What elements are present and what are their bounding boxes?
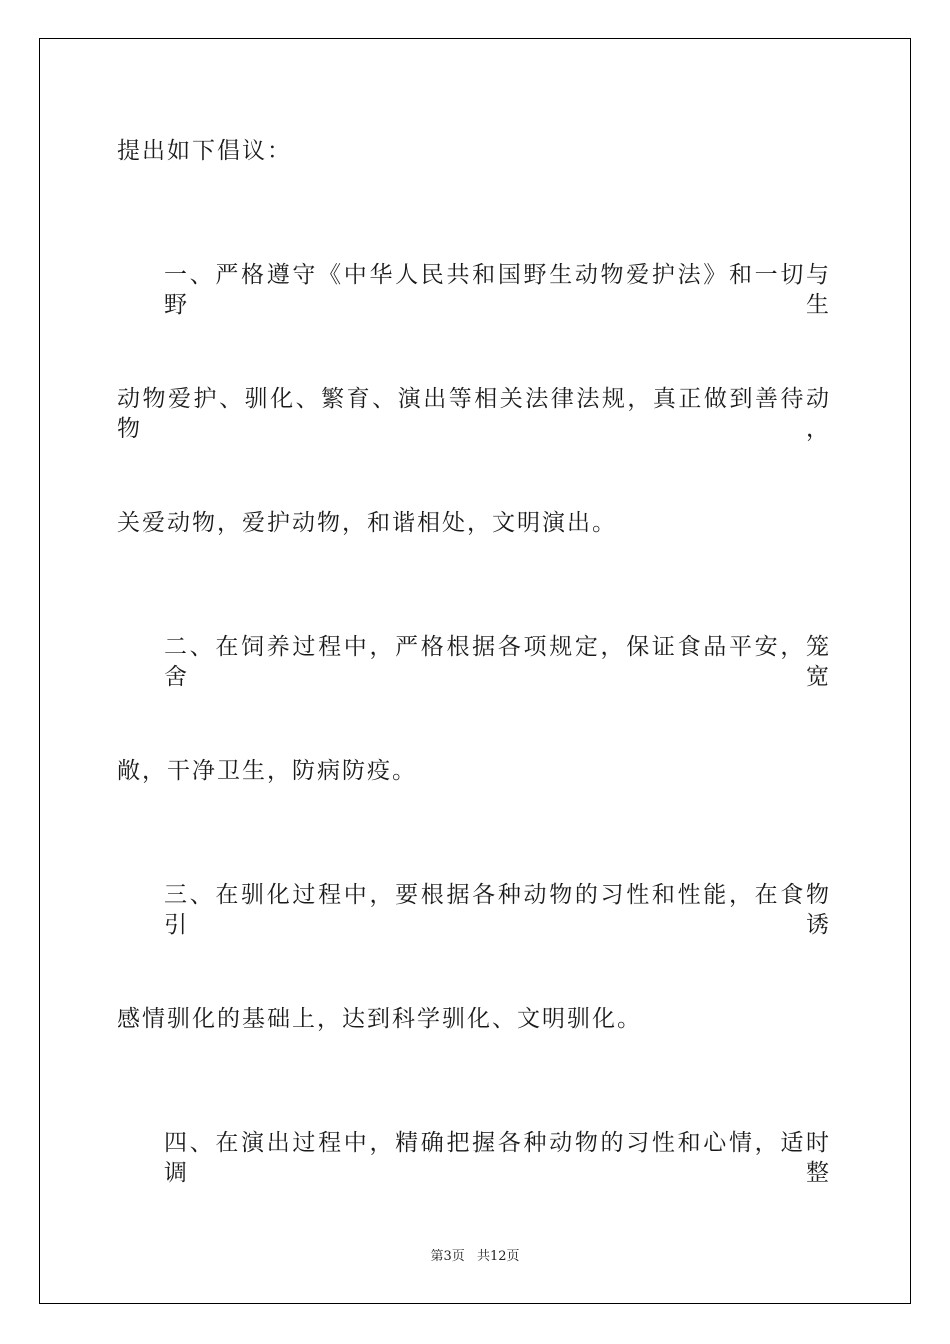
paragraph-line: 三、在驯化过程中，要根据各种动物的习性和性能，在食物引诱 — [164, 882, 831, 938]
paragraph-line: 四、在演出过程中，精确把握各种动物的习性和心情，适时调整 — [164, 1130, 831, 1186]
paragraph-line: 关爱动物，爱护动物，和谐相处，文明演出。 — [117, 510, 617, 536]
page-footer — [0, 1248, 950, 1266]
paragraph-line: 一、严格遵守《中华人民共和国野生动物爱护法》和一切与野生 — [164, 262, 831, 318]
paragraph-line: 二、在饲养过程中，严格根据各项规定，保证食品平安，笼舍宽 — [164, 634, 831, 690]
paragraph-line: 感情驯化的基础上，达到科学驯化、文明驯化。 — [117, 1006, 642, 1032]
page-number: 第3页 — [430, 1249, 465, 1264]
page-total: 共12页 — [476, 1249, 520, 1264]
paragraph-line: 动物爱护、驯化、繁育、演出等相关法律法规，真正做到善待动物， — [117, 386, 831, 442]
paragraph-line: 敞，干净卫生，防病防疫。 — [117, 758, 417, 784]
paragraph-line: 提出如下倡议： — [117, 138, 292, 164]
